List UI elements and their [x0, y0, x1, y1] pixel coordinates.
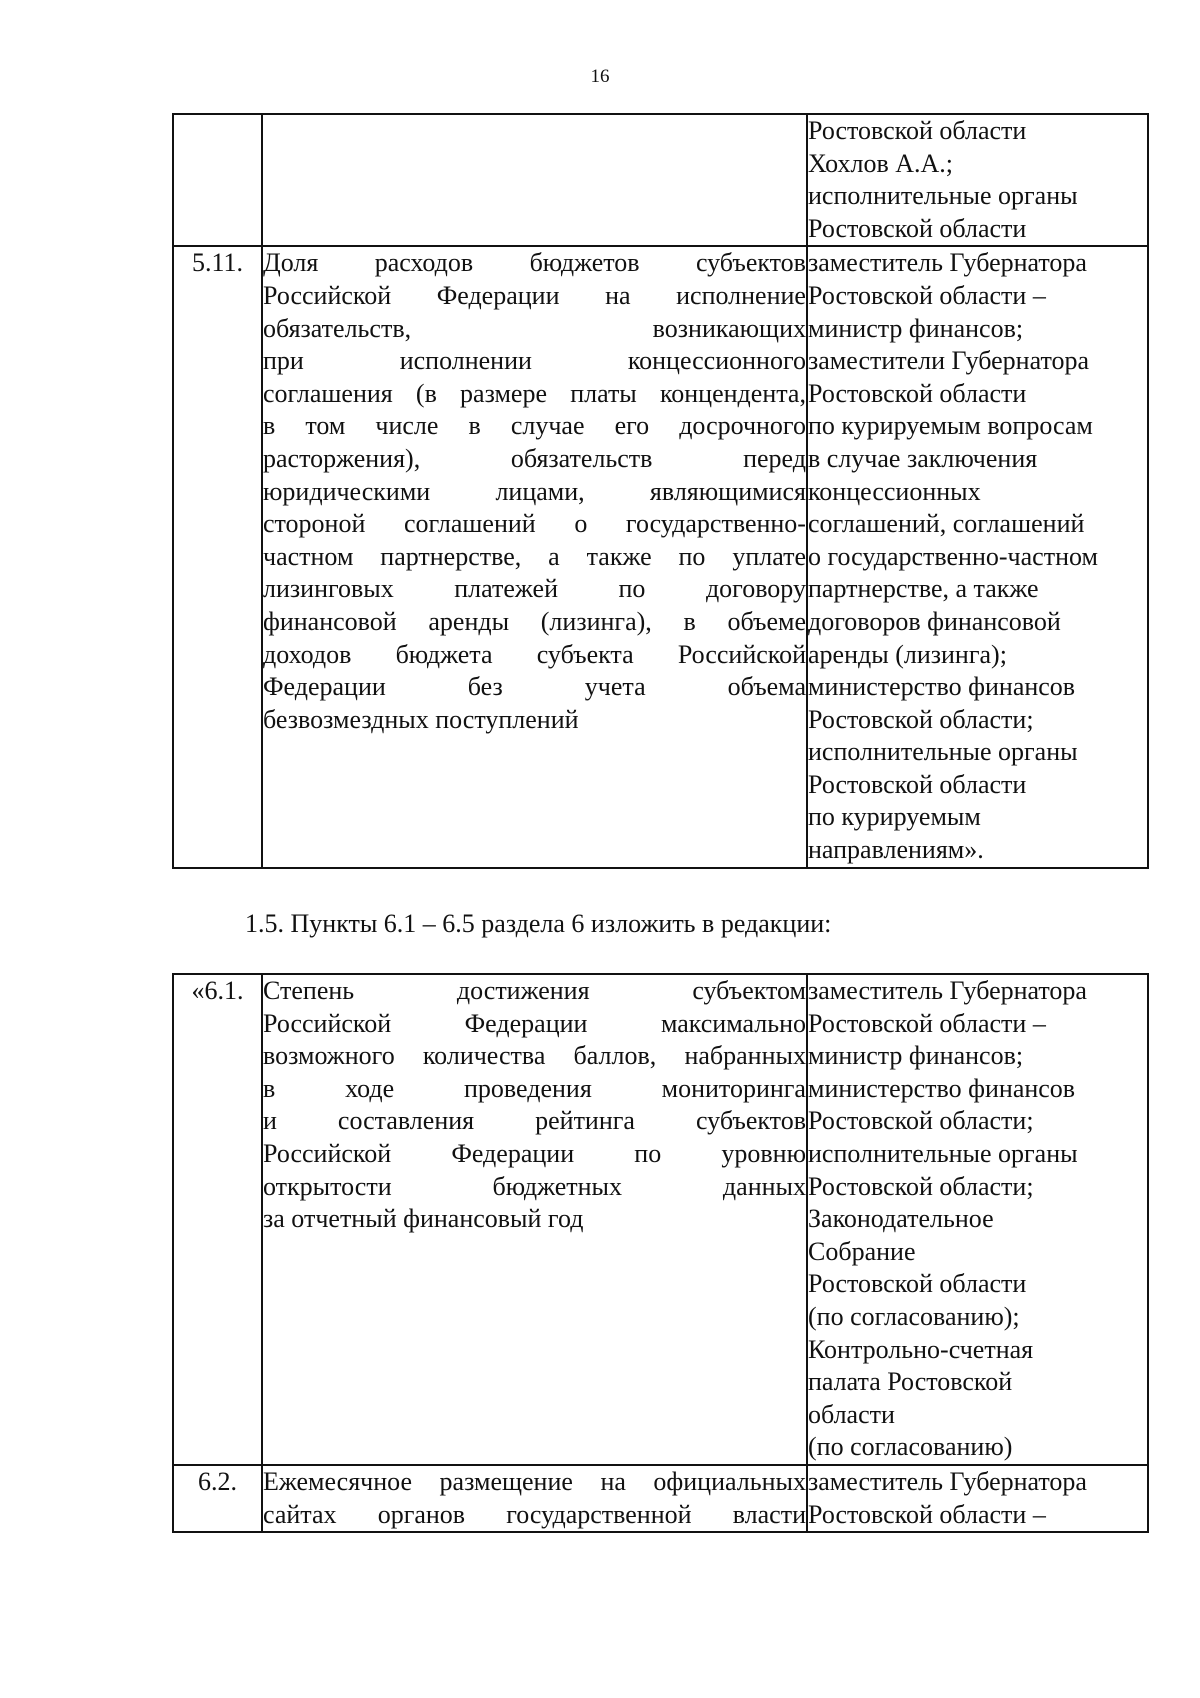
- indicator-text-line: Российской Федерации по уровню: [263, 1138, 806, 1168]
- responsible-line: в случае заключения: [808, 443, 1038, 473]
- page-number: 16: [590, 66, 610, 87]
- indicator-text-line: в ходе проведения мониторинга: [263, 1073, 806, 1103]
- responsible-line: Ростовской области –: [808, 1008, 1046, 1038]
- responsible-line: по курируемым: [808, 802, 981, 832]
- responsible-line: Ростовской области: [808, 769, 1027, 799]
- responsible-line: исполнительные органы: [808, 181, 1078, 211]
- indicator-text-line: в том числе в случае его досрочного: [263, 411, 806, 441]
- table-row: [173, 114, 1148, 246]
- indicator-text-line: финансовой аренды (лизинга), в объеме: [263, 606, 806, 636]
- responsible-line: исполнительные органы: [808, 1138, 1078, 1168]
- responsible-line: заместитель Губернатора: [808, 976, 1087, 1005]
- responsible-line: Ростовской области;: [808, 704, 1034, 734]
- indicator-text-cell: [262, 974, 807, 1465]
- indicator-text-line: Российской Федерации максимально: [263, 1008, 806, 1038]
- responsible-line: направлениям».: [808, 835, 984, 865]
- amendment-paragraph: 1.5. Пункты 6.1 – 6.5 раздела 6 изложить в редакции:: [245, 909, 832, 938]
- responsible-line: по курируемым вопросам: [808, 411, 1093, 441]
- indicator-text-line: Доля расходов бюджетов субъектов: [263, 248, 806, 278]
- table-row: [173, 974, 1148, 1465]
- responsible-line: аренды (лизинга);: [808, 639, 1007, 669]
- row-number-cell: 6.2.: [173, 1465, 262, 1532]
- responsible-line: заместитель Губернатора: [808, 248, 1087, 278]
- indicator-text-line: и составления рейтинга субъектов: [263, 1106, 806, 1136]
- responsible-line: Ростовской области –: [808, 1499, 1046, 1529]
- responsible-line: соглашений, соглашений: [808, 509, 1085, 539]
- responsible-line: министр финансов;: [808, 313, 1024, 343]
- indicator-text-line: юридическими лицами, являющимися: [263, 476, 806, 506]
- responsible-line: Контрольно-счетная: [808, 1334, 1034, 1364]
- row-number-cell: 5.11.: [173, 246, 262, 867]
- row-number-cell: [173, 114, 262, 246]
- indicator-text-line: за отчетный финансовый год: [263, 1204, 584, 1234]
- responsible-line: Ростовской области;: [808, 1106, 1034, 1136]
- responsible-line: заместители Губернатора: [808, 346, 1090, 376]
- responsible-line: концессионных: [808, 476, 981, 506]
- responsible-line: Собрание: [808, 1236, 916, 1266]
- indicator-text-line: безвозмездных поступлений: [263, 704, 579, 734]
- indicator-text-line: лизинговых платежей по договору: [263, 574, 806, 604]
- indicator-text-line: Федерации без учета объема: [263, 672, 806, 702]
- responsible-cell: [807, 1465, 1148, 1532]
- indicators-table-2: [172, 973, 1149, 1533]
- indicators-table-1: [172, 113, 1149, 869]
- indicator-text-line: частном партнерстве, а также по уплате: [263, 541, 806, 571]
- responsible-line: (по согласованию): [808, 1432, 1013, 1462]
- responsible-line: области: [808, 1399, 895, 1429]
- responsible-line: исполнительные органы: [808, 737, 1078, 767]
- indicator-text-line: расторжения), обязательств перед: [263, 443, 806, 473]
- row-number-cell: «6.1.: [173, 974, 262, 1465]
- responsible-line: палата Ростовской: [808, 1367, 1013, 1397]
- responsible-line: договоров финансовой: [808, 606, 1061, 636]
- responsible-line: Ростовской области –: [808, 280, 1046, 310]
- indicator-text-line: соглашения (в размере платы концендента,: [263, 378, 806, 408]
- responsible-line: (по согласованию);: [808, 1301, 1020, 1331]
- indicator-text-line: Ежемесячное размещение на официальных: [263, 1466, 806, 1496]
- indicator-text-cell: [262, 114, 807, 246]
- responsible-line: Ростовской области: [808, 378, 1027, 408]
- responsible-line: министерство финансов: [808, 1073, 1076, 1103]
- responsible-line: Ростовской области: [808, 213, 1027, 243]
- responsible-line: Хохлов А.А.;: [808, 148, 954, 178]
- responsible-line: заместитель Губернатора: [808, 1466, 1087, 1496]
- table-row: [173, 246, 1148, 867]
- indicator-text-cell: [262, 246, 807, 867]
- responsible-cell: [807, 246, 1148, 867]
- indicator-text-line: при исполнении концессионного: [263, 346, 806, 376]
- responsible-line: Законодательное: [808, 1204, 994, 1234]
- indicator-text-line: Степень достижения субъектом: [263, 976, 806, 1005]
- indicator-text-line: сайтах органов государственной власти: [263, 1499, 806, 1529]
- responsible-cell: [807, 114, 1148, 246]
- responsible-line: министр финансов;: [808, 1041, 1024, 1071]
- indicator-text-line: доходов бюджета субъекта Российской: [263, 639, 806, 669]
- indicator-text-line: возможного количества баллов, набранных: [263, 1041, 806, 1071]
- responsible-line: партнерстве, а также: [808, 574, 1039, 604]
- responsible-line: Ростовской области: [808, 1269, 1027, 1299]
- indicator-text-line: открытости бюджетных данных: [263, 1171, 806, 1201]
- responsible-line: Ростовской области: [808, 116, 1027, 145]
- indicator-text-line: обязательств, возникающих: [263, 313, 806, 343]
- table-row: [173, 1465, 1148, 1532]
- responsible-line: о государственно-частном: [808, 541, 1098, 571]
- indicator-text-line: стороной соглашений о государственно-: [263, 509, 806, 539]
- responsible-cell: [807, 974, 1148, 1465]
- indicator-text-cell: [262, 1465, 807, 1532]
- responsible-line: Ростовской области;: [808, 1171, 1034, 1201]
- responsible-line: министерство финансов: [808, 672, 1076, 702]
- indicator-text-line: Российской Федерации на исполнение: [263, 280, 806, 310]
